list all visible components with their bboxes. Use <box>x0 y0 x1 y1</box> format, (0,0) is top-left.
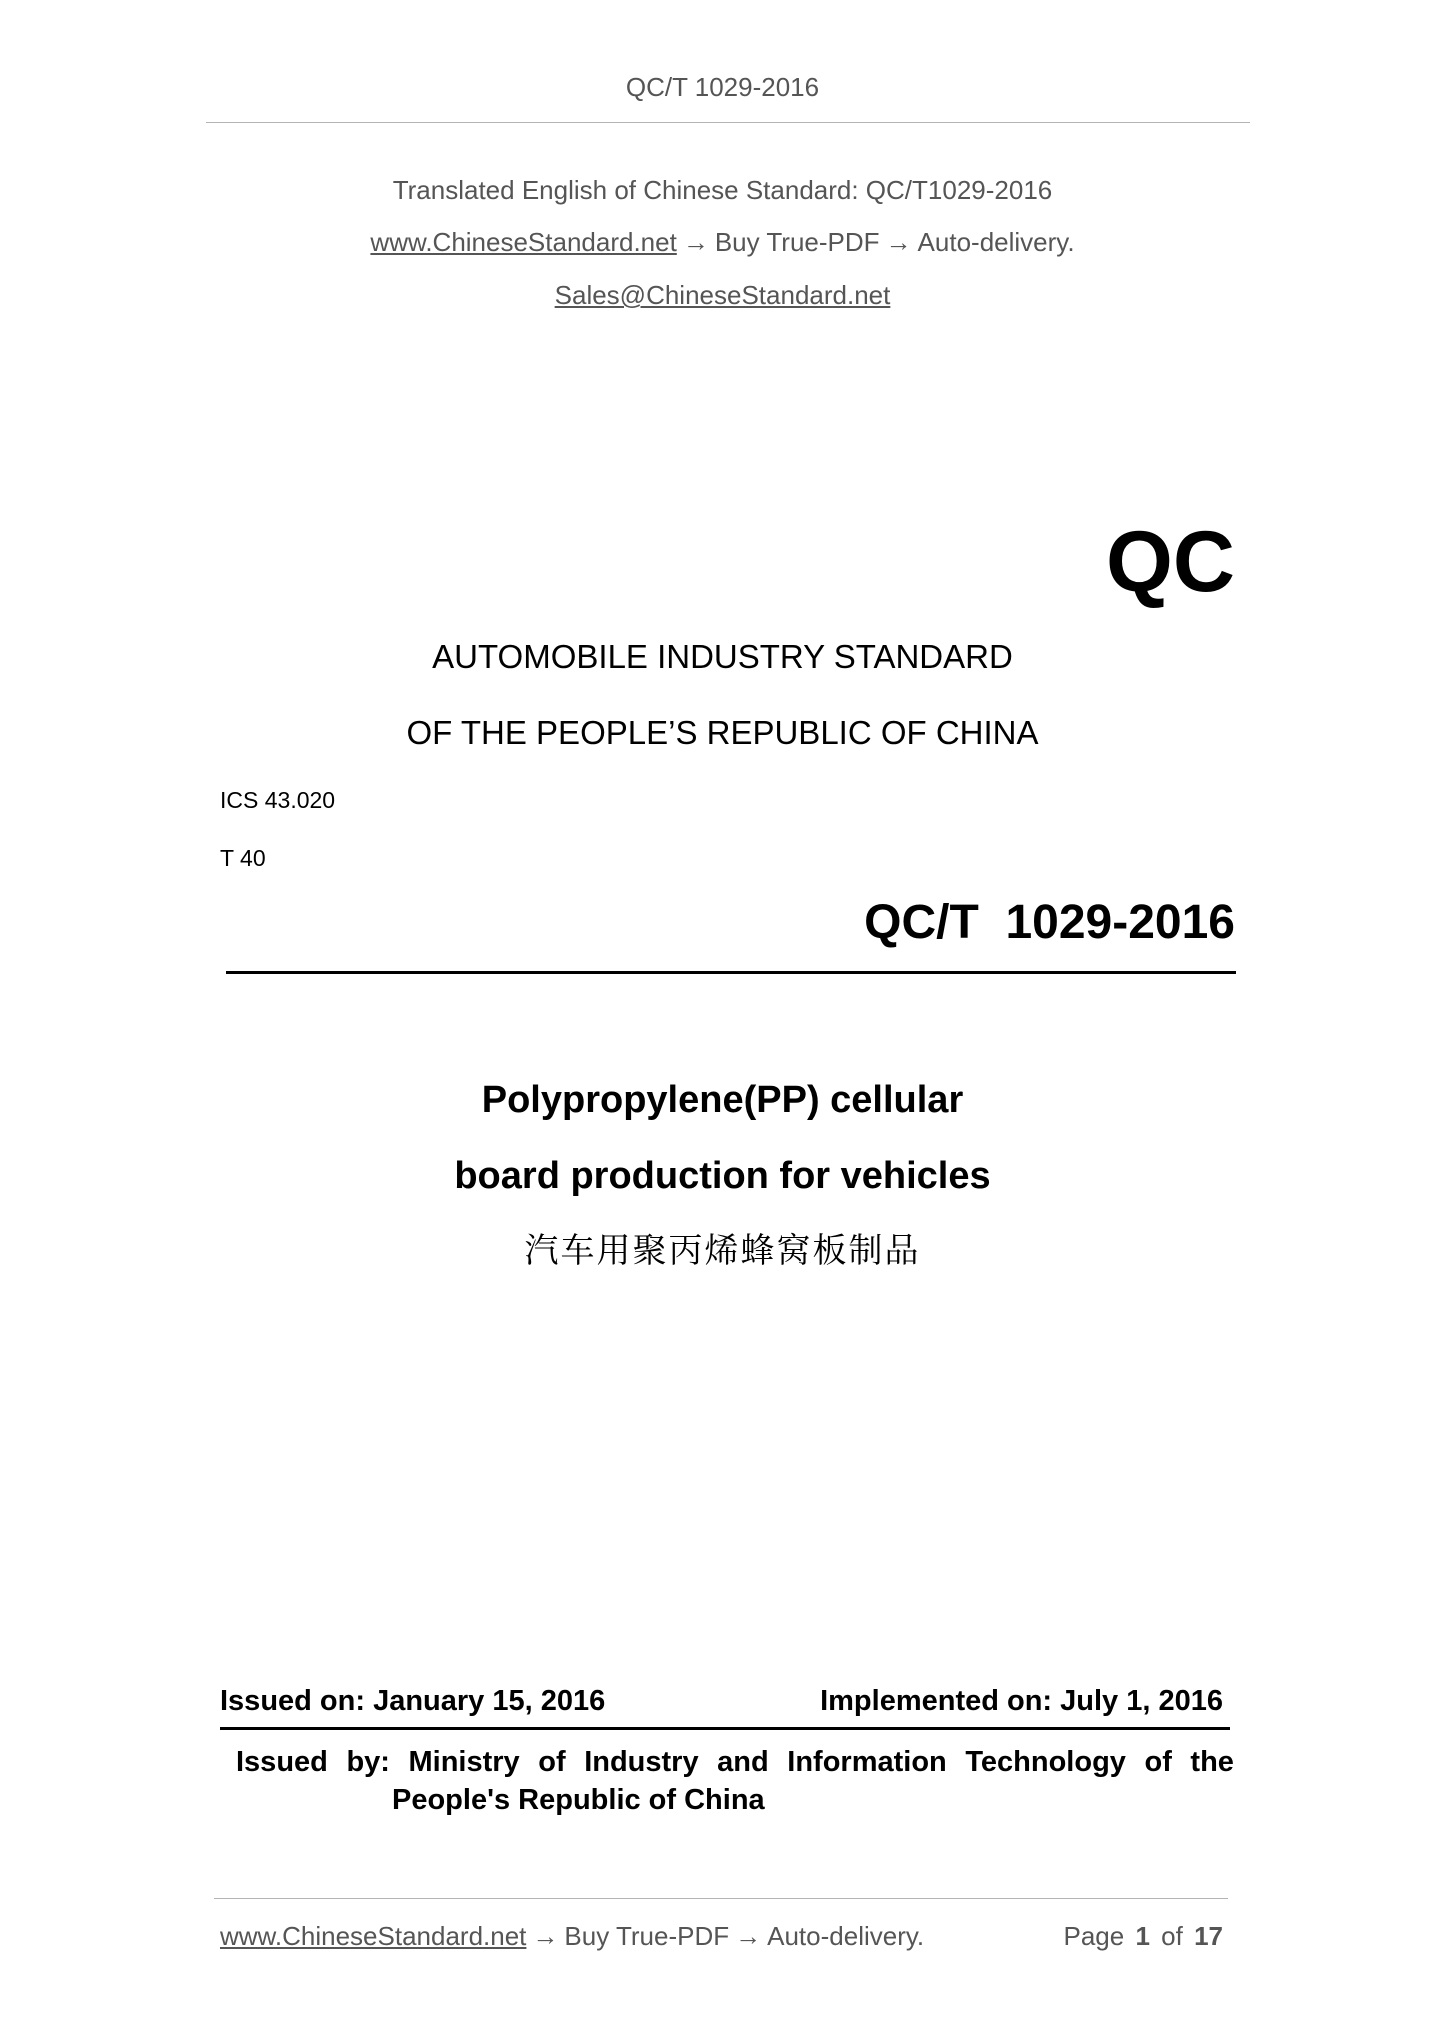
footer-site-link[interactable]: www.ChineseStandard.net <box>220 1921 527 1951</box>
page-label: Page <box>1063 1921 1125 1951</box>
banner-purchase-line <box>0 226 1445 258</box>
footer-purchase-line <box>220 1920 924 1952</box>
footer-auto-delivery-text: Auto-delivery. <box>767 1921 925 1951</box>
page-indicator <box>1063 1920 1223 1952</box>
page-total: 17 <box>1194 1921 1223 1951</box>
buy-true-pdf-text: Buy True-PDF <box>714 227 880 257</box>
issuer-word: Technology <box>965 1746 1126 1778</box>
issuer-block <box>236 1743 1234 1819</box>
arrow-right-icon: → <box>885 227 912 257</box>
issuer-word: of <box>538 1746 566 1778</box>
sales-email-link[interactable]: Sales@ChineseStandard.net <box>554 280 891 310</box>
standard-type-line1: AUTOMOBILE INDUSTRY STANDARD <box>432 638 1013 675</box>
issuer-line2: People's Republic of China <box>392 1784 765 1816</box>
standard-type-line2: OF THE PEOPLE’S REPUBLIC OF CHINA <box>406 714 1039 751</box>
standard-number-divider <box>226 971 1236 974</box>
issuer-word: the <box>1190 1746 1234 1778</box>
issuer-word: Ministry <box>408 1746 520 1778</box>
dates-divider <box>220 1727 1230 1730</box>
document-title-chinese: 汽车用聚丙烯蜂窝板制品 <box>524 1232 921 1270</box>
issuer-word: Industry <box>584 1746 699 1778</box>
arrow-right-icon: → <box>532 1921 559 1951</box>
arrow-right-icon: → <box>682 227 709 257</box>
footer-divider <box>214 1898 1228 1899</box>
implemented-on-date: Implemented on: July 1, 2016 <box>820 1685 1223 1717</box>
issued-on-date: Issued on: January 15, 2016 <box>220 1685 606 1717</box>
qc-mark: QC <box>1106 514 1235 610</box>
auto-delivery-text: Auto-delivery. <box>917 227 1075 257</box>
document-title-line2: board production for vehicles <box>454 1155 991 1197</box>
issuer-word: of <box>1144 1746 1172 1778</box>
issuer-line1 <box>236 1743 1234 1781</box>
issuer-word: Information <box>787 1746 947 1778</box>
footer-buy-true-pdf-text: Buy True-PDF <box>564 1921 730 1951</box>
arrow-right-icon: → <box>735 1921 762 1951</box>
page-current: 1 <box>1135 1921 1150 1951</box>
issuer-word: Issued <box>236 1746 328 1778</box>
page-of-label: of <box>1161 1921 1183 1951</box>
header-divider <box>206 122 1250 123</box>
issuer-word: and <box>717 1746 769 1778</box>
standard-number: QC/T 1029-2016 <box>864 896 1235 949</box>
translation-notice: Translated English of Chinese Standard: QC/T1029-2016 <box>392 175 1053 205</box>
ics-code: ICS 43.020 <box>220 787 336 813</box>
running-header: QC/T 1029-2016 <box>625 72 820 102</box>
document-title-line1: Polypropylene(PP) cellular <box>481 1079 964 1121</box>
t-code: T 40 <box>220 845 266 871</box>
banner-email-line <box>0 279 1445 311</box>
site-link[interactable]: www.ChineseStandard.net <box>370 227 677 257</box>
issuer-word: by: <box>346 1746 390 1778</box>
